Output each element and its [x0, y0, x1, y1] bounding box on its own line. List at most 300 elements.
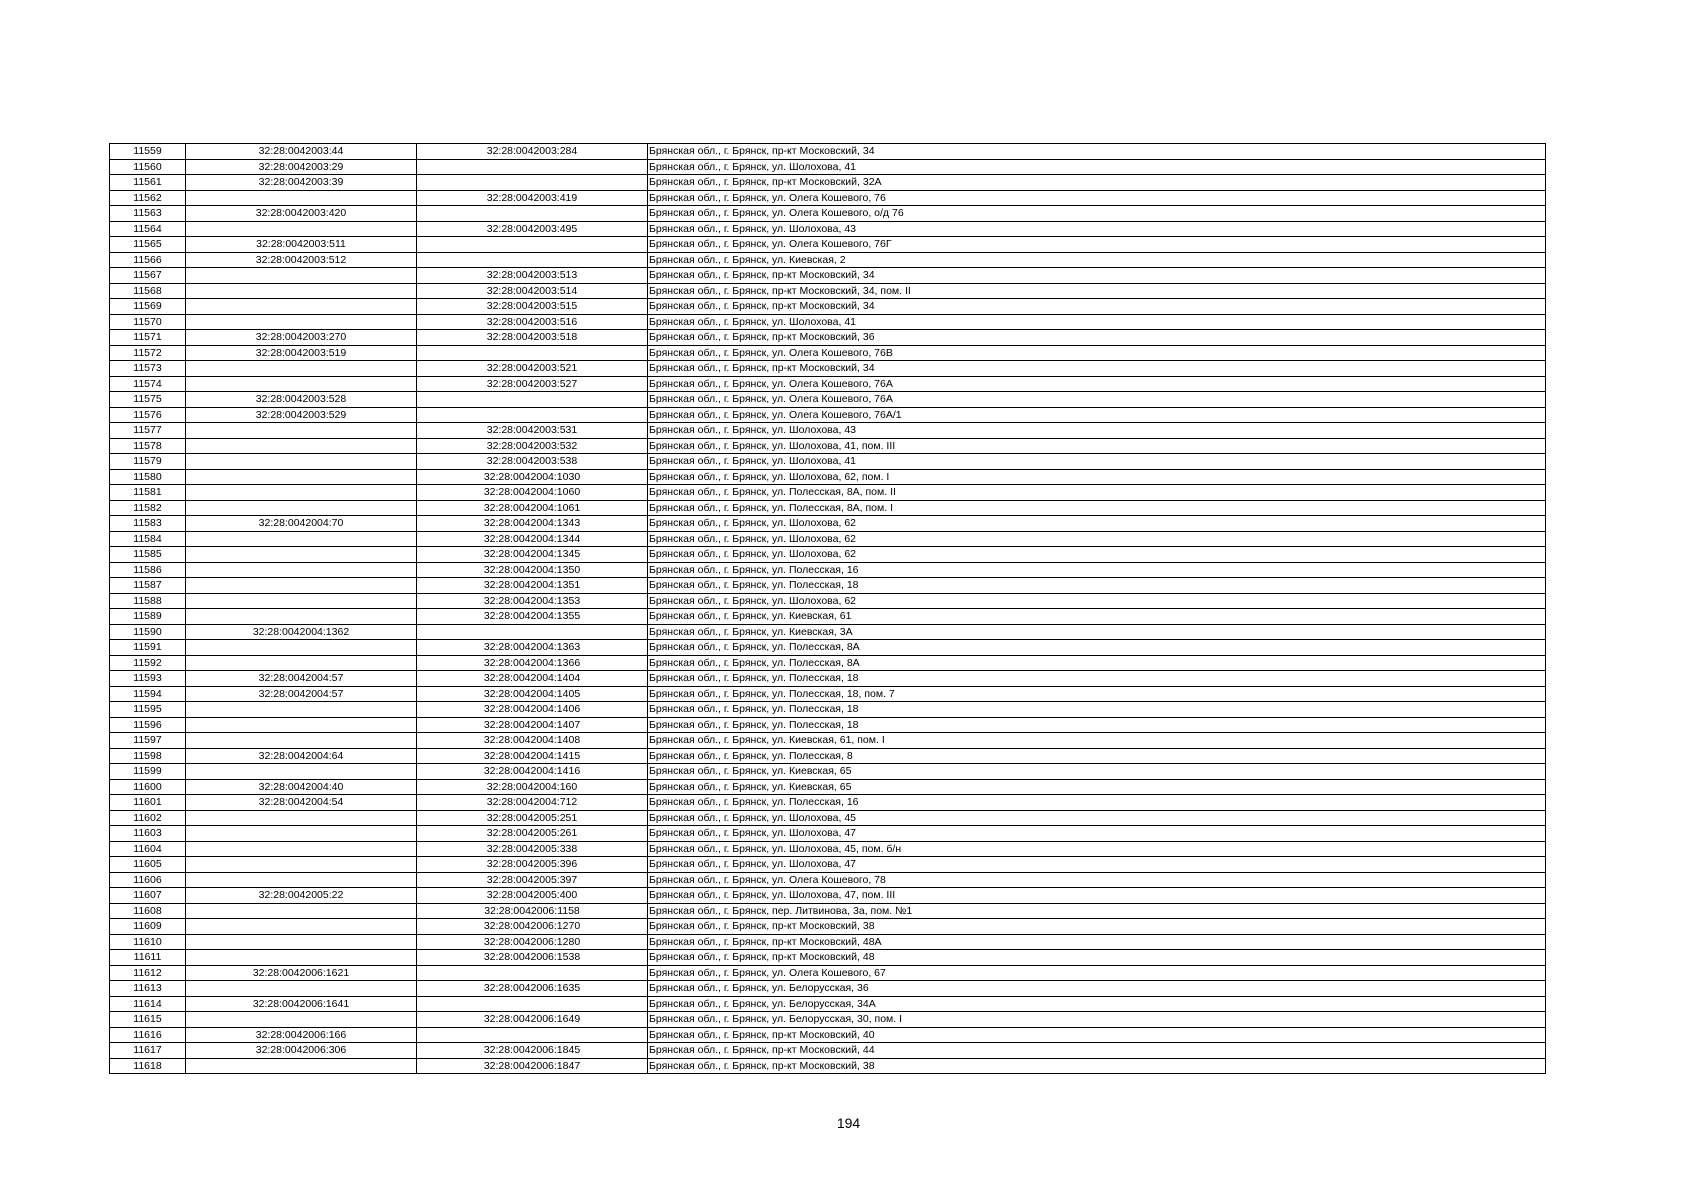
row-number-cell: 11603 [110, 826, 186, 842]
address-cell: Брянская обл., г. Брянск, пр-кт Московский, 40 [648, 1027, 1546, 1043]
land-cadastral-number-cell [186, 841, 417, 857]
table-row [110, 299, 1546, 315]
row-number-cell: 11613 [110, 981, 186, 997]
table-row [110, 655, 1546, 671]
building-cadastral-number-cell: 32:28:0042004:1343 [417, 516, 648, 532]
table-row [110, 857, 1546, 873]
address-cell: Брянская обл., г. Брянск, пр-кт Московский, 38 [648, 919, 1546, 935]
building-cadastral-number-cell: 32:28:0042003:531 [417, 423, 648, 439]
row-number-cell: 11567 [110, 268, 186, 284]
land-cadastral-number-cell [186, 717, 417, 733]
building-cadastral-number-cell: 32:28:0042003:515 [417, 299, 648, 315]
building-cadastral-number-cell: 32:28:0042006:1845 [417, 1043, 648, 1059]
row-number-cell: 11581 [110, 485, 186, 501]
table-row [110, 407, 1546, 423]
row-number-cell: 11564 [110, 221, 186, 237]
row-number-cell: 11595 [110, 702, 186, 718]
table-row [110, 888, 1546, 904]
address-cell: Брянская обл., г. Брянск, ул. Киевская, 61, пом. I [648, 733, 1546, 749]
address-cell: Брянская обл., г. Брянск, пр-кт Московский, 48А [648, 934, 1546, 950]
building-cadastral-number-cell [417, 392, 648, 408]
row-number-cell: 11590 [110, 624, 186, 640]
row-number-cell: 11591 [110, 640, 186, 656]
building-cadastral-number-cell: 32:28:0042004:1407 [417, 717, 648, 733]
address-cell: Брянская обл., г. Брянск, ул. Шолохова, 41 [648, 454, 1546, 470]
table-row [110, 950, 1546, 966]
row-number-cell: 11563 [110, 206, 186, 222]
row-number-cell: 11617 [110, 1043, 186, 1059]
address-cell: Брянская обл., г. Брянск, ул. Киевская, 61 [648, 609, 1546, 625]
address-cell: Брянская обл., г. Брянск, ул. Полесская, 18 [648, 717, 1546, 733]
address-cell: Брянская обл., г. Брянск, ул. Полесская, 18 [648, 702, 1546, 718]
table-row [110, 1043, 1546, 1059]
address-cell: Брянская обл., г. Брянск, ул. Олега Кошевого, 76Г [648, 237, 1546, 253]
address-cell: Брянская обл., г. Брянск, ул. Шолохова, 47 [648, 826, 1546, 842]
address-cell: Брянская обл., г. Брянск, ул. Полесская, 16 [648, 562, 1546, 578]
table-row [110, 392, 1546, 408]
building-cadastral-number-cell: 32:28:0042003:527 [417, 376, 648, 392]
address-cell: Брянская обл., г. Брянск, ул. Киевская, 2 [648, 252, 1546, 268]
land-cadastral-number-cell [186, 376, 417, 392]
land-cadastral-number-cell: 32:28:0042003:511 [186, 237, 417, 253]
building-cadastral-number-cell: 32:28:0042004:712 [417, 795, 648, 811]
table-row [110, 252, 1546, 268]
building-cadastral-number-cell: 32:28:0042003:521 [417, 361, 648, 377]
land-cadastral-number-cell [186, 562, 417, 578]
building-cadastral-number-cell: 32:28:0042004:1408 [417, 733, 648, 749]
row-number-cell: 11597 [110, 733, 186, 749]
address-cell: Брянская обл., г. Брянск, ул. Шолохова, 41, пом. III [648, 438, 1546, 454]
row-number-cell: 11593 [110, 671, 186, 687]
address-cell: Брянская обл., г. Брянск, пр-кт Московский, 34 [648, 299, 1546, 315]
page-number: 194 [836, 1115, 861, 1131]
table-row [110, 593, 1546, 609]
building-cadastral-number-cell: 32:28:0042003:538 [417, 454, 648, 470]
address-cell: Брянская обл., г. Брянск, ул. Белорусская, 30, пом. I [648, 1012, 1546, 1028]
row-number-cell: 11599 [110, 764, 186, 780]
address-cell: Брянская обл., г. Брянск, ул. Белорусская, 34А [648, 996, 1546, 1012]
table-row [110, 702, 1546, 718]
row-number-cell: 11588 [110, 593, 186, 609]
building-cadastral-number-cell: 32:28:0042005:251 [417, 810, 648, 826]
row-number-cell: 11583 [110, 516, 186, 532]
table-row [110, 547, 1546, 563]
land-cadastral-number-cell: 32:28:0042004:57 [186, 686, 417, 702]
row-number-cell: 11569 [110, 299, 186, 315]
land-cadastral-number-cell [186, 1012, 417, 1028]
address-cell: Брянская обл., г. Брянск, ул. Полесская, 8А [648, 655, 1546, 671]
address-cell: Брянская обл., г. Брянск, ул. Киевская, 3А [648, 624, 1546, 640]
land-cadastral-number-cell [186, 268, 417, 284]
building-cadastral-number-cell: 32:28:0042003:532 [417, 438, 648, 454]
land-cadastral-number-cell [186, 283, 417, 299]
land-cadastral-number-cell [186, 221, 417, 237]
building-cadastral-number-cell [417, 252, 648, 268]
building-cadastral-number-cell: 32:28:0042003:513 [417, 268, 648, 284]
land-cadastral-number-cell [186, 438, 417, 454]
row-number-cell: 11586 [110, 562, 186, 578]
land-cadastral-number-cell [186, 702, 417, 718]
land-cadastral-number-cell [186, 764, 417, 780]
table-row [110, 268, 1546, 284]
building-cadastral-number-cell: 32:28:0042004:1345 [417, 547, 648, 563]
table-row [110, 733, 1546, 749]
address-cell: Брянская обл., г. Брянск, ул. Шолохова, 62, пом. I [648, 469, 1546, 485]
row-number-cell: 11618 [110, 1058, 186, 1074]
building-cadastral-number-cell: 32:28:0042004:1416 [417, 764, 648, 780]
row-number-cell: 11600 [110, 779, 186, 795]
row-number-cell: 11610 [110, 934, 186, 950]
address-cell: Брянская обл., г. Брянск, ул. Киевская, 65 [648, 764, 1546, 780]
land-cadastral-number-cell: 32:28:0042006:1641 [186, 996, 417, 1012]
building-cadastral-number-cell: 32:28:0042005:261 [417, 826, 648, 842]
table-row [110, 965, 1546, 981]
table-row [110, 624, 1546, 640]
address-cell: Брянская обл., г. Брянск, ул. Полесская, 18, пом. 7 [648, 686, 1546, 702]
cadastral-table [109, 143, 1546, 1074]
row-number-cell: 11562 [110, 190, 186, 206]
land-cadastral-number-cell [186, 469, 417, 485]
land-cadastral-number-cell: 32:28:0042006:306 [186, 1043, 417, 1059]
land-cadastral-number-cell [186, 934, 417, 950]
land-cadastral-number-cell [186, 826, 417, 842]
row-number-cell: 11605 [110, 857, 186, 873]
address-cell: Брянская обл., г. Брянск, ул. Олега Кошевого, 76 [648, 190, 1546, 206]
row-number-cell: 11579 [110, 454, 186, 470]
row-number-cell: 11575 [110, 392, 186, 408]
building-cadastral-number-cell: 32:28:0042006:1538 [417, 950, 648, 966]
building-cadastral-number-cell: 32:28:0042006:1635 [417, 981, 648, 997]
table-row [110, 609, 1546, 625]
row-number-cell: 11594 [110, 686, 186, 702]
building-cadastral-number-cell [417, 345, 648, 361]
building-cadastral-number-cell: 32:28:0042005:400 [417, 888, 648, 904]
land-cadastral-number-cell [186, 733, 417, 749]
table-row [110, 330, 1546, 346]
building-cadastral-number-cell: 32:28:0042004:1061 [417, 500, 648, 516]
land-cadastral-number-cell: 32:28:0042003:529 [186, 407, 417, 423]
row-number-cell: 11578 [110, 438, 186, 454]
row-number-cell: 11566 [110, 252, 186, 268]
building-cadastral-number-cell: 32:28:0042004:1363 [417, 640, 648, 656]
table-row [110, 903, 1546, 919]
address-cell: Брянская обл., г. Брянск, ул. Шолохова, 62 [648, 531, 1546, 547]
land-cadastral-number-cell [186, 919, 417, 935]
building-cadastral-number-cell [417, 965, 648, 981]
building-cadastral-number-cell: 32:28:0042004:1344 [417, 531, 648, 547]
land-cadastral-number-cell [186, 299, 417, 315]
land-cadastral-number-cell: 32:28:0042004:54 [186, 795, 417, 811]
address-cell: Брянская обл., г. Брянск, ул. Шолохова, 47, пом. III [648, 888, 1546, 904]
building-cadastral-number-cell: 32:28:0042004:160 [417, 779, 648, 795]
row-number-cell: 11615 [110, 1012, 186, 1028]
address-cell: Брянская обл., г. Брянск, ул. Полесская, 18 [648, 671, 1546, 687]
building-cadastral-number-cell: 32:28:0042004:1060 [417, 485, 648, 501]
building-cadastral-number-cell: 32:28:0042003:516 [417, 314, 648, 330]
land-cadastral-number-cell: 32:28:0042003:528 [186, 392, 417, 408]
table-row [110, 934, 1546, 950]
table-row [110, 872, 1546, 888]
land-cadastral-number-cell [186, 578, 417, 594]
building-cadastral-number-cell: 32:28:0042005:396 [417, 857, 648, 873]
row-number-cell: 11587 [110, 578, 186, 594]
table-row [110, 671, 1546, 687]
address-cell: Брянская обл., г. Брянск, ул. Белорусская, 36 [648, 981, 1546, 997]
building-cadastral-number-cell [417, 1027, 648, 1043]
table-row [110, 826, 1546, 842]
land-cadastral-number-cell [186, 981, 417, 997]
table-row [110, 810, 1546, 826]
land-cadastral-number-cell: 32:28:0042004:1362 [186, 624, 417, 640]
address-cell: Брянская обл., г. Брянск, ул. Полесская, 8 [648, 748, 1546, 764]
table-row [110, 1027, 1546, 1043]
building-cadastral-number-cell: 32:28:0042003:495 [417, 221, 648, 237]
building-cadastral-number-cell [417, 237, 648, 253]
address-cell: Брянская обл., г. Брянск, ул. Шолохова, 62 [648, 547, 1546, 563]
row-number-cell: 11573 [110, 361, 186, 377]
land-cadastral-number-cell [186, 810, 417, 826]
row-number-cell: 11606 [110, 872, 186, 888]
land-cadastral-number-cell [186, 314, 417, 330]
land-cadastral-number-cell [186, 903, 417, 919]
row-number-cell: 11565 [110, 237, 186, 253]
building-cadastral-number-cell: 32:28:0042004:1353 [417, 593, 648, 609]
table-row [110, 981, 1546, 997]
table-row [110, 686, 1546, 702]
land-cadastral-number-cell: 32:28:0042004:57 [186, 671, 417, 687]
address-cell: Брянская обл., г. Брянск, ул. Шолохова, 43 [648, 221, 1546, 237]
row-number-cell: 11582 [110, 500, 186, 516]
land-cadastral-number-cell [186, 190, 417, 206]
row-number-cell: 11584 [110, 531, 186, 547]
building-cadastral-number-cell: 32:28:0042003:514 [417, 283, 648, 299]
row-number-cell: 11577 [110, 423, 186, 439]
row-number-cell: 11608 [110, 903, 186, 919]
table-row [110, 237, 1546, 253]
row-number-cell: 11559 [110, 144, 186, 160]
table-row [110, 206, 1546, 222]
row-number-cell: 11568 [110, 283, 186, 299]
row-number-cell: 11574 [110, 376, 186, 392]
row-number-cell: 11612 [110, 965, 186, 981]
land-cadastral-number-cell [186, 423, 417, 439]
land-cadastral-number-cell: 32:28:0042003:519 [186, 345, 417, 361]
land-cadastral-number-cell [186, 872, 417, 888]
address-cell: Брянская обл., г. Брянск, пр-кт Московский, 34 [648, 268, 1546, 284]
table-row [110, 531, 1546, 547]
row-number-cell: 11585 [110, 547, 186, 563]
table-row [110, 159, 1546, 175]
building-cadastral-number-cell: 32:28:0042003:518 [417, 330, 648, 346]
row-number-cell: 11571 [110, 330, 186, 346]
land-cadastral-number-cell [186, 485, 417, 501]
address-cell: Брянская обл., г. Брянск, ул. Полесская, 8А, пом. I [648, 500, 1546, 516]
address-cell: Брянская обл., г. Брянск, ул. Полесская, 16 [648, 795, 1546, 811]
address-cell: Брянская обл., г. Брянск, пр-кт Московский, 48 [648, 950, 1546, 966]
table-row [110, 919, 1546, 935]
land-cadastral-number-cell [186, 593, 417, 609]
address-cell: Брянская обл., г. Брянск, ул. Шолохова, 62 [648, 516, 1546, 532]
address-cell: Брянская обл., г. Брянск, пр-кт Московский, 32А [648, 175, 1546, 191]
address-cell: Брянская обл., г. Брянск, пр-кт Московский, 34 [648, 361, 1546, 377]
building-cadastral-number-cell [417, 407, 648, 423]
building-cadastral-number-cell: 32:28:0042004:1351 [417, 578, 648, 594]
row-number-cell: 11576 [110, 407, 186, 423]
building-cadastral-number-cell: 32:28:0042005:338 [417, 841, 648, 857]
land-cadastral-number-cell [186, 1058, 417, 1074]
building-cadastral-number-cell: 32:28:0042006:1270 [417, 919, 648, 935]
row-number-cell: 11560 [110, 159, 186, 175]
building-cadastral-number-cell: 32:28:0042006:1847 [417, 1058, 648, 1074]
building-cadastral-number-cell [417, 624, 648, 640]
row-number-cell: 11616 [110, 1027, 186, 1043]
building-cadastral-number-cell: 32:28:0042006:1158 [417, 903, 648, 919]
table-row [110, 314, 1546, 330]
land-cadastral-number-cell [186, 640, 417, 656]
building-cadastral-number-cell: 32:28:0042003:284 [417, 144, 648, 160]
address-cell: Брянская обл., г. Брянск, пр-кт Московский, 36 [648, 330, 1546, 346]
table-row [110, 361, 1546, 377]
building-cadastral-number-cell: 32:28:0042004:1406 [417, 702, 648, 718]
address-cell: Брянская обл., г. Брянск, ул. Олега Кошевого, о/д 76 [648, 206, 1546, 222]
address-cell: Брянская обл., г. Брянск, ул. Олега Кошевого, 78 [648, 872, 1546, 888]
row-number-cell: 11602 [110, 810, 186, 826]
land-cadastral-number-cell: 32:28:0042005:22 [186, 888, 417, 904]
land-cadastral-number-cell: 32:28:0042003:512 [186, 252, 417, 268]
table-row [110, 748, 1546, 764]
table-row [110, 283, 1546, 299]
land-cadastral-number-cell [186, 857, 417, 873]
table-row [110, 1058, 1546, 1074]
address-cell: Брянская обл., г. Брянск, ул. Олега Кошевого, 76А [648, 392, 1546, 408]
land-cadastral-number-cell: 32:28:0042003:420 [186, 206, 417, 222]
table-row [110, 438, 1546, 454]
building-cadastral-number-cell [417, 159, 648, 175]
table-row [110, 190, 1546, 206]
table-row [110, 144, 1546, 160]
land-cadastral-number-cell: 32:28:0042003:270 [186, 330, 417, 346]
row-number-cell: 11596 [110, 717, 186, 733]
address-cell: Брянская обл., г. Брянск, пр-кт Московский, 34 [648, 144, 1546, 160]
address-cell: Брянская обл., г. Брянск, ул. Шолохова, 43 [648, 423, 1546, 439]
table-row [110, 423, 1546, 439]
table-row [110, 1012, 1546, 1028]
address-cell: Брянская обл., г. Брянск, ул. Шолохова, 47 [648, 857, 1546, 873]
row-number-cell: 11580 [110, 469, 186, 485]
row-number-cell: 11601 [110, 795, 186, 811]
land-cadastral-number-cell [186, 531, 417, 547]
table-row [110, 485, 1546, 501]
land-cadastral-number-cell: 32:28:0042004:70 [186, 516, 417, 532]
address-cell: Брянская обл., г. Брянск, ул. Полесская, 8А, пом. II [648, 485, 1546, 501]
land-cadastral-number-cell: 32:28:0042003:44 [186, 144, 417, 160]
address-cell: Брянская обл., г. Брянск, ул. Олега Кошевого, 76В [648, 345, 1546, 361]
building-cadastral-number-cell: 32:28:0042005:397 [417, 872, 648, 888]
row-number-cell: 11611 [110, 950, 186, 966]
address-cell: Брянская обл., г. Брянск, пр-кт Московский, 44 [648, 1043, 1546, 1059]
table-row [110, 454, 1546, 470]
land-cadastral-number-cell: 32:28:0042004:64 [186, 748, 417, 764]
table-row [110, 221, 1546, 237]
building-cadastral-number-cell: 32:28:0042006:1280 [417, 934, 648, 950]
row-number-cell: 11607 [110, 888, 186, 904]
building-cadastral-number-cell: 32:28:0042004:1405 [417, 686, 648, 702]
table-row [110, 717, 1546, 733]
table-row [110, 175, 1546, 191]
address-cell: Брянская обл., г. Брянск, ул. Шолохова, 45 [648, 810, 1546, 826]
address-cell: Брянская обл., г. Брянск, ул. Киевская, 65 [648, 779, 1546, 795]
land-cadastral-number-cell [186, 454, 417, 470]
table-row [110, 779, 1546, 795]
land-cadastral-number-cell [186, 547, 417, 563]
table-row [110, 578, 1546, 594]
address-cell: Брянская обл., г. Брянск, ул. Олега Кошевого, 67 [648, 965, 1546, 981]
row-number-cell: 11598 [110, 748, 186, 764]
land-cadastral-number-cell [186, 609, 417, 625]
building-cadastral-number-cell: 32:28:0042003:419 [417, 190, 648, 206]
address-cell: Брянская обл., г. Брянск, ул. Полесская, 8А [648, 640, 1546, 656]
table-row [110, 640, 1546, 656]
building-cadastral-number-cell [417, 996, 648, 1012]
row-number-cell: 11589 [110, 609, 186, 625]
land-cadastral-number-cell: 32:28:0042006:166 [186, 1027, 417, 1043]
address-cell: Брянская обл., г. Брянск, ул. Шолохова, 41 [648, 314, 1546, 330]
row-number-cell: 11570 [110, 314, 186, 330]
address-cell: Брянская обл., г. Брянск, ул. Олега Кошевого, 76А/1 [648, 407, 1546, 423]
table-row [110, 345, 1546, 361]
land-cadastral-number-cell: 32:28:0042006:1621 [186, 965, 417, 981]
table-row [110, 500, 1546, 516]
row-number-cell: 11561 [110, 175, 186, 191]
table-row [110, 764, 1546, 780]
table-row [110, 469, 1546, 485]
address-cell: Брянская обл., г. Брянск, ул. Полесская, 18 [648, 578, 1546, 594]
table-row [110, 841, 1546, 857]
address-cell: Брянская обл., г. Брянск, ул. Шолохова, 62 [648, 593, 1546, 609]
row-number-cell: 11604 [110, 841, 186, 857]
land-cadastral-number-cell [186, 500, 417, 516]
address-cell: Брянская обл., г. Брянск, ул. Олега Кошевого, 76А [648, 376, 1546, 392]
row-number-cell: 11592 [110, 655, 186, 671]
land-cadastral-number-cell [186, 361, 417, 377]
table-row [110, 795, 1546, 811]
building-cadastral-number-cell: 32:28:0042004:1030 [417, 469, 648, 485]
building-cadastral-number-cell: 32:28:0042004:1366 [417, 655, 648, 671]
address-cell: Брянская обл., г. Брянск, ул. Шолохова, 41 [648, 159, 1546, 175]
table-row [110, 376, 1546, 392]
row-number-cell: 11614 [110, 996, 186, 1012]
land-cadastral-number-cell [186, 655, 417, 671]
building-cadastral-number-cell: 32:28:0042004:1415 [417, 748, 648, 764]
row-number-cell: 11572 [110, 345, 186, 361]
address-cell: Брянская обл., г. Брянск, пр-кт Московский, 34, пом. II [648, 283, 1546, 299]
building-cadastral-number-cell [417, 206, 648, 222]
cadastral-table-body [110, 144, 1546, 1074]
table-row [110, 562, 1546, 578]
row-number-cell: 11609 [110, 919, 186, 935]
land-cadastral-number-cell: 32:28:0042004:40 [186, 779, 417, 795]
building-cadastral-number-cell: 32:28:0042004:1404 [417, 671, 648, 687]
address-cell: Брянская обл., г. Брянск, пер. Литвинова, 3а, пом. №1 [648, 903, 1546, 919]
building-cadastral-number-cell: 32:28:0042004:1350 [417, 562, 648, 578]
land-cadastral-number-cell [186, 950, 417, 966]
address-cell: Брянская обл., г. Брянск, пр-кт Московский, 38 [648, 1058, 1546, 1074]
address-cell: Брянская обл., г. Брянск, ул. Шолохова, 45, пом. б/н [648, 841, 1546, 857]
table-row [110, 516, 1546, 532]
land-cadastral-number-cell: 32:28:0042003:29 [186, 159, 417, 175]
building-cadastral-number-cell: 32:28:0042006:1649 [417, 1012, 648, 1028]
building-cadastral-number-cell: 32:28:0042004:1355 [417, 609, 648, 625]
